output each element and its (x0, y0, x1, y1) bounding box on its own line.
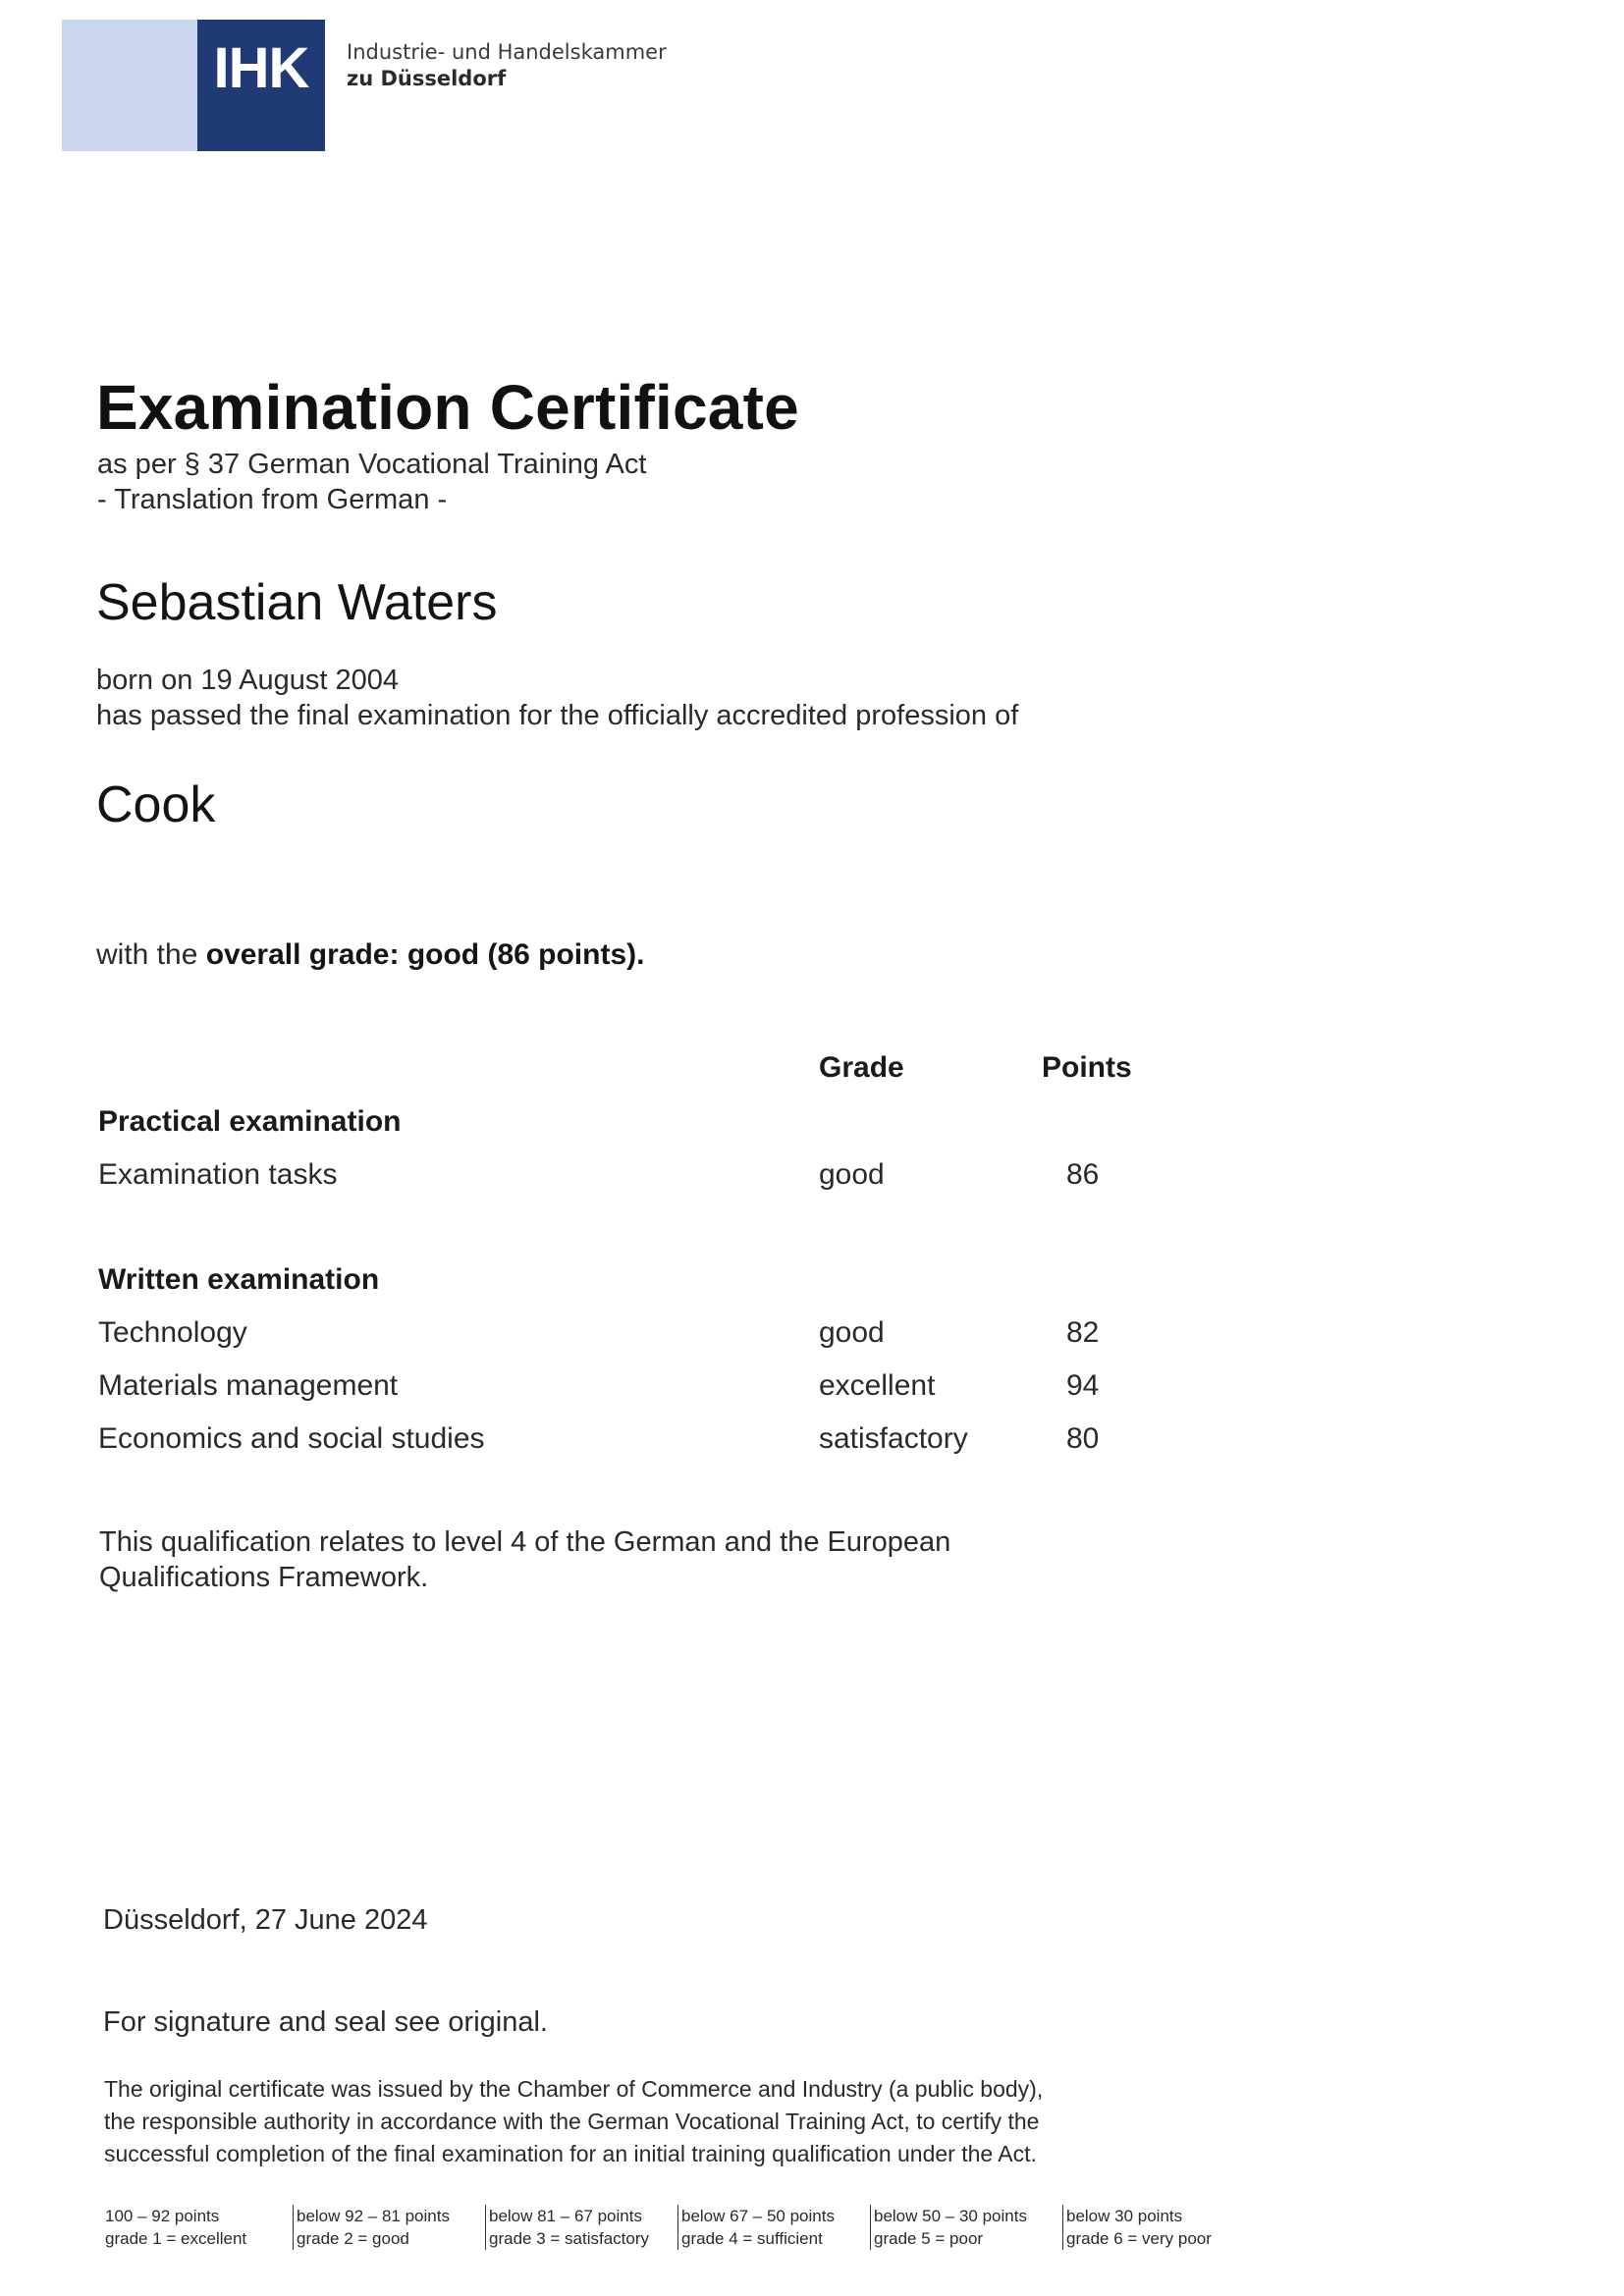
grade-column-header: Grade (819, 1051, 904, 1084)
subject-points: 94 (1066, 1369, 1100, 1402)
logo-dark-panel (197, 20, 325, 151)
result-row (0, 1158, 1624, 1198)
place-and-date: Düsseldorf, 27 June 2024 (103, 1904, 428, 1936)
scale-range: below 81 – 67 points (489, 2207, 642, 2225)
result-row (0, 1369, 1624, 1409)
subject-name: Materials management (98, 1369, 399, 1402)
subject-points: 80 (1066, 1422, 1100, 1455)
section-title-practical: Practical examination (98, 1105, 402, 1138)
qualification-line2: Qualifications Framework. (99, 1562, 429, 1593)
signature-note: For signature and seal see original. (103, 2006, 548, 2038)
subject-grade: satisfactory (819, 1422, 968, 1455)
section-title-written: Written examination (98, 1263, 380, 1296)
subtitle-legal-basis: as per § 37 German Vocational Training Act (97, 449, 647, 480)
subject-name: Examination tasks (98, 1158, 338, 1191)
holder-name: Sebastian Waters (96, 574, 498, 631)
original-note-line3: successful completion of the final examination for an initial training qualification under the Act. (104, 2141, 1037, 2166)
subject-grade: good (819, 1158, 885, 1191)
subtitle-translation-note: - Translation from German - (97, 484, 448, 515)
grading-scale-item (1062, 2205, 1212, 2250)
subject-points: 86 (1066, 1158, 1100, 1191)
passed-statement: has passed the final examination for the officially accredited profession of (96, 700, 1019, 731)
scale-grade: grade 1 = excellent (105, 2229, 247, 2248)
overall-grade: overall grade: good (86 points). (205, 938, 645, 971)
subject-name: Economics and social studies (98, 1422, 485, 1455)
scale-grade: grade 4 = sufficient (681, 2229, 823, 2248)
grading-scale-item (293, 2205, 450, 2250)
scale-range: below 92 – 81 points (297, 2207, 450, 2225)
points-column-header: Points (1042, 1051, 1132, 1084)
organization-name-line1: Industrie- und Handelskammer (347, 40, 667, 64)
birth-date: born on 19 August 2004 (96, 665, 399, 696)
subject-name: Technology (98, 1316, 247, 1349)
qualification-line1: This qualification relates to level 4 of the German and the European (99, 1526, 951, 1558)
grading-scale-item (677, 2205, 835, 2250)
ihk-logo (62, 20, 325, 151)
original-note-line1: The original certificate was issued by the Chamber of Commerce and Industry (a public body), (104, 2076, 1044, 2102)
profession: Cook (96, 776, 216, 833)
scale-grade: grade 3 = satisfactory (489, 2229, 650, 2248)
scale-range: below 30 points (1066, 2207, 1183, 2225)
holder-details (96, 663, 1018, 733)
organization-name (347, 39, 667, 92)
scale-grade: grade 2 = good (297, 2229, 409, 2248)
original-note-line2: the responsible authority in accordance with the German Vocational Training Act, to certify the (104, 2109, 1040, 2134)
qualification-statement (99, 1524, 950, 1595)
scale-range: below 50 – 30 points (874, 2207, 1027, 2225)
overall-grade-statement (96, 938, 644, 972)
subject-grade: good (819, 1316, 885, 1349)
grading-scale-item (102, 2205, 246, 2250)
result-row (0, 1422, 1624, 1462)
grading-scale-item (870, 2205, 1027, 2250)
grading-scale-item (485, 2205, 649, 2250)
logo-wordmark: IHK (213, 35, 309, 100)
document-title: Examination Certificate (96, 372, 799, 443)
subject-grade: excellent (819, 1369, 936, 1402)
scale-range: below 67 – 50 points (681, 2207, 835, 2225)
subject-points: 82 (1066, 1316, 1100, 1349)
original-certificate-note (104, 2073, 1282, 2170)
scale-range: 100 – 92 points (105, 2207, 220, 2225)
result-row (0, 1316, 1624, 1356)
scale-grade: grade 6 = very poor (1066, 2229, 1212, 2248)
logo-light-panel (62, 20, 197, 151)
overall-prefix: with the (96, 938, 198, 971)
scale-grade: grade 5 = poor (874, 2229, 984, 2248)
organization-name-line2: zu Düsseldorf (347, 67, 507, 90)
document-subtitle (97, 447, 646, 517)
